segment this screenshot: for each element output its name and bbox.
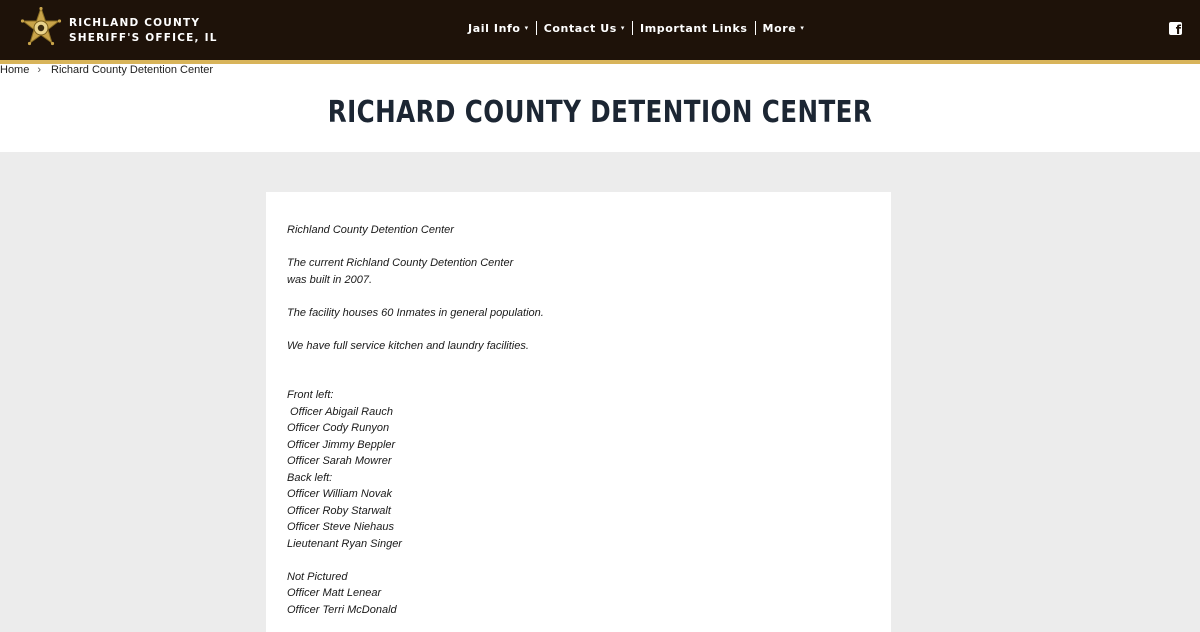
back-left-label: Back left: <box>287 471 333 484</box>
page-title: RICHARD COUNTY DETENTION CENTER <box>327 95 873 130</box>
capacity-paragraph: The facility houses 60 Inmates in general population. <box>287 306 544 319</box>
content-body <box>287 222 544 618</box>
staff-name: Officer Jimmy Beppler <box>287 438 396 451</box>
nav-contact-us[interactable] <box>537 22 632 35</box>
staff-list <box>287 387 544 552</box>
staff-name: Officer Steve Niehaus <box>287 521 394 533</box>
staff-name: Officer Cody Runyon <box>287 422 390 434</box>
staff-name: Lieutenant Ryan Singer <box>287 537 402 550</box>
content-heading: Richland County Detention Center <box>287 224 454 236</box>
chevron-down-icon: ▾ <box>800 24 805 32</box>
staff-name: Officer Abigail Rauch <box>287 405 393 418</box>
site-name[interactable] <box>69 16 218 46</box>
staff-name: Officer Sarah Mowrer <box>287 455 392 467</box>
staff-name: Officer Matt Lenear <box>287 587 382 599</box>
breadcrumb-current: Richard County Detention Center <box>51 64 214 76</box>
built-line: The current Richland County Detention Center <box>287 257 514 269</box>
site-name-line2: SHERIFF'S OFFICE, IL <box>69 32 218 44</box>
nav-jail-info[interactable] <box>461 22 536 35</box>
built-line: was built in 2007. <box>287 273 372 286</box>
sheriff-star-logo[interactable] <box>19 7 63 53</box>
nav-more[interactable] <box>756 22 812 35</box>
not-pictured-label: Not Pictured <box>287 570 348 583</box>
nav-label: Jail Info <box>468 21 521 35</box>
breadcrumb-home-link[interactable]: Home <box>0 64 30 76</box>
site-name-line1: RICHLAND COUNTY <box>69 17 201 29</box>
main-nav <box>461 21 811 35</box>
facilities-paragraph: We have full service kitchen and laundry facilities. <box>287 339 529 352</box>
nav-important-links[interactable] <box>633 22 754 35</box>
breadcrumb-separator-icon: › <box>37 64 42 76</box>
top-navbar <box>0 0 1200 64</box>
staff-name: Officer Terri McDonald <box>287 603 397 616</box>
nav-label: Contact Us <box>543 21 617 35</box>
breadcrumb <box>0 64 213 76</box>
chevron-down-icon: ▾ <box>524 24 529 32</box>
staff-name: Officer William Novak <box>287 488 393 500</box>
nav-label: More <box>762 21 797 35</box>
built-paragraph <box>287 255 544 288</box>
nav-label: Important Links <box>640 21 748 35</box>
facebook-icon[interactable]: f <box>1169 22 1182 35</box>
chevron-down-icon: ▾ <box>620 24 626 32</box>
staff-name: Officer Roby Starwalt <box>287 504 391 517</box>
not-pictured-list <box>287 569 544 619</box>
front-left-label: Front left: <box>287 389 334 401</box>
